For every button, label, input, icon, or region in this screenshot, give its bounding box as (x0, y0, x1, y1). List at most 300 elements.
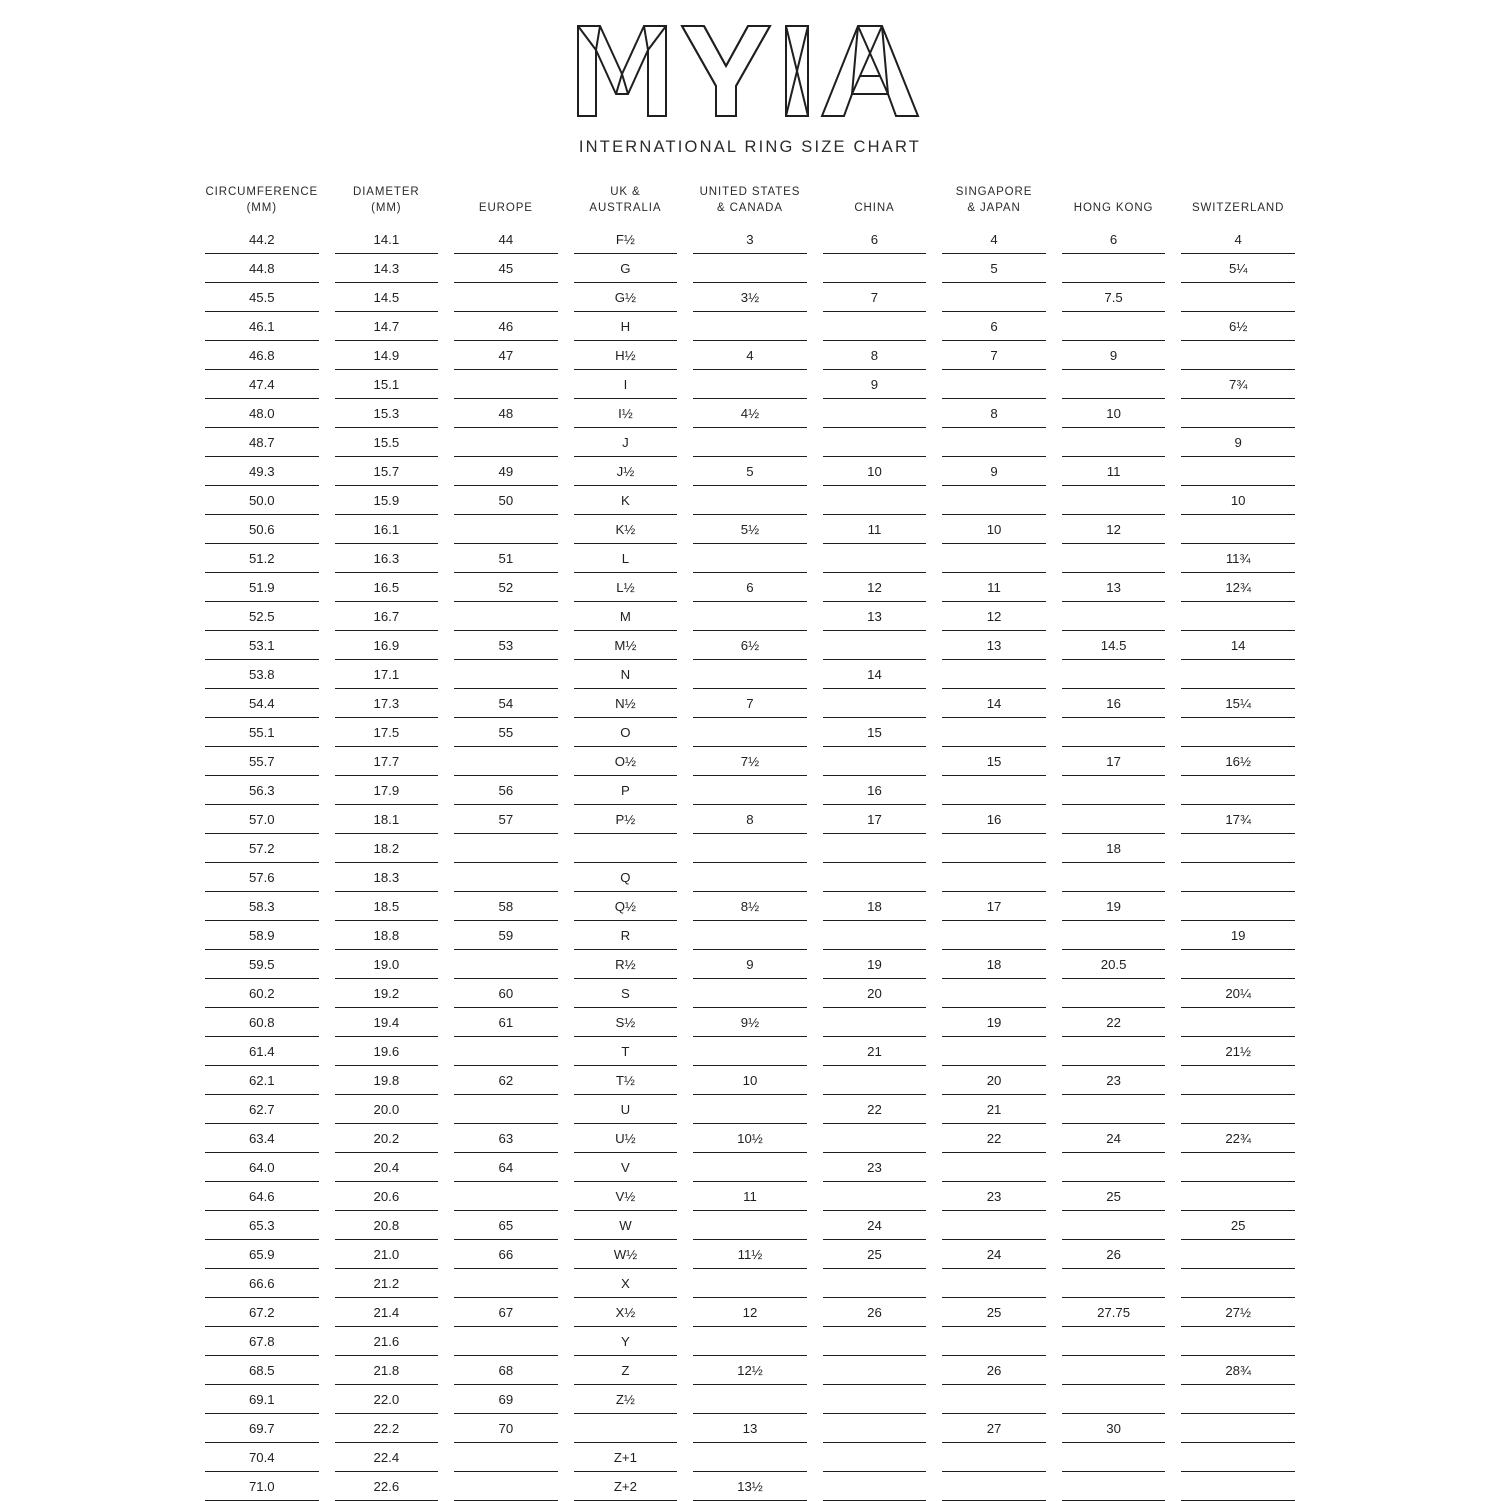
column-gap (677, 312, 693, 341)
column-gap (926, 1356, 942, 1385)
column-gap (1046, 1153, 1062, 1182)
column-gap (319, 225, 335, 254)
table-cell: 44 (454, 225, 558, 254)
column-gap (807, 1269, 823, 1298)
table-cell (942, 283, 1046, 312)
column-gap (1165, 1240, 1181, 1269)
column-gap (1046, 1298, 1062, 1327)
table-row (205, 1008, 1295, 1037)
table-cell: 14.7 (335, 312, 439, 341)
column-gap (438, 1037, 454, 1066)
column-gap (558, 718, 574, 747)
column-gap (1165, 689, 1181, 718)
table-row (205, 863, 1295, 892)
table-cell: 62 (454, 1066, 558, 1095)
table-cell: S (574, 979, 678, 1008)
table-cell (823, 1385, 927, 1414)
column-gap (677, 486, 693, 515)
ring-size-table (205, 185, 1295, 1501)
table-cell: 22.6 (335, 1472, 439, 1501)
column-gap (926, 834, 942, 863)
table-cell (823, 1414, 927, 1443)
column-gap (926, 689, 942, 718)
column-gap (1046, 1385, 1062, 1414)
column-gap (558, 544, 574, 573)
column-gap (438, 660, 454, 689)
header-line-1: EUROPE (478, 201, 533, 214)
table-cell (693, 718, 807, 747)
table-row (205, 689, 1295, 718)
column-gap (807, 892, 823, 921)
table-cell: 48 (454, 399, 558, 428)
column-gap (438, 515, 454, 544)
table-cell: 18 (1062, 834, 1166, 863)
table-cell (1181, 1472, 1295, 1501)
column-gap (807, 573, 823, 602)
column-gap (677, 185, 693, 225)
table-cell: U½ (574, 1124, 678, 1153)
table-cell: I½ (574, 399, 678, 428)
column-gap (807, 776, 823, 805)
column-gap (438, 1385, 454, 1414)
table-cell: W½ (574, 1240, 678, 1269)
table-cell: 9 (942, 457, 1046, 486)
column-gap (1046, 747, 1062, 776)
table-cell: 3½ (693, 283, 807, 312)
table-cell: 51 (454, 544, 558, 573)
table-cell (693, 1037, 807, 1066)
table-cell (942, 921, 1046, 950)
column-gap (319, 747, 335, 776)
table-row (205, 457, 1295, 486)
column-gap (319, 1037, 335, 1066)
column-gap (677, 776, 693, 805)
table-cell (823, 1327, 927, 1356)
column-gap (558, 1356, 574, 1385)
table-cell: 19.2 (335, 979, 439, 1008)
table-cell: 7 (823, 283, 927, 312)
column-gap (319, 312, 335, 341)
column-gap (1046, 834, 1062, 863)
table-cell (1062, 1269, 1166, 1298)
column-gap (1165, 1124, 1181, 1153)
table-cell: 69 (454, 1385, 558, 1414)
table-cell (942, 776, 1046, 805)
column-gap (558, 1269, 574, 1298)
table-cell: 19.6 (335, 1037, 439, 1066)
column-gap (1165, 1095, 1181, 1124)
column-gap (926, 805, 942, 834)
table-cell: 57.0 (205, 805, 319, 834)
table-row (205, 1066, 1295, 1095)
column-gap (807, 660, 823, 689)
table-cell: 63.4 (205, 1124, 319, 1153)
table-cell: 20¼ (1181, 979, 1295, 1008)
column-gap (926, 747, 942, 776)
column-gap (807, 1037, 823, 1066)
table-cell: 45.5 (205, 283, 319, 312)
table-cell: R (574, 921, 678, 950)
table-cell (693, 1385, 807, 1414)
column-gap (926, 457, 942, 486)
column-gap (677, 573, 693, 602)
table-cell: 20.8 (335, 1211, 439, 1240)
table-cell: 53.1 (205, 631, 319, 660)
column-gap (1046, 602, 1062, 631)
table-cell: 12 (942, 602, 1046, 631)
column-gap (1165, 428, 1181, 457)
table-cell: I (574, 370, 678, 399)
table-cell: 19.8 (335, 1066, 439, 1095)
column-gap (438, 776, 454, 805)
column-gap (807, 515, 823, 544)
header-line-2: AUSTRALIA (589, 201, 662, 214)
table-cell: Y (574, 1327, 678, 1356)
column-gap (677, 1414, 693, 1443)
table-cell: 3 (693, 225, 807, 254)
table-cell: 10 (1062, 399, 1166, 428)
table-cell: 67.8 (205, 1327, 319, 1356)
table-cell: 4 (693, 341, 807, 370)
table-cell (823, 1124, 927, 1153)
column-gap (807, 1385, 823, 1414)
table-cell: 16½ (1181, 747, 1295, 776)
table-cell (942, 863, 1046, 892)
table-cell (823, 834, 927, 863)
table-cell: 25 (1062, 1182, 1166, 1211)
table-cell: 59.5 (205, 950, 319, 979)
table-cell: 6½ (1181, 312, 1295, 341)
table-cell: 13 (693, 1414, 807, 1443)
table-cell: 7 (693, 689, 807, 718)
column-gap (319, 1269, 335, 1298)
column-gap (926, 573, 942, 602)
table-cell (1062, 805, 1166, 834)
table-cell (693, 660, 807, 689)
table-cell (1062, 776, 1166, 805)
column-gap (438, 1211, 454, 1240)
table-cell (454, 515, 558, 544)
table-cell: 23 (823, 1153, 927, 1182)
table-cell: 15 (942, 747, 1046, 776)
table-cell: 25 (1181, 1211, 1295, 1240)
table-cell: J½ (574, 457, 678, 486)
column-gap (438, 834, 454, 863)
column-gap (677, 1472, 693, 1501)
table-row (205, 312, 1295, 341)
column-gap (926, 631, 942, 660)
table-cell: 14 (823, 660, 927, 689)
column-gap (807, 747, 823, 776)
table-cell: M½ (574, 631, 678, 660)
table-row (205, 1153, 1295, 1182)
column-gap (558, 428, 574, 457)
column-header-singapore-japan (942, 185, 1046, 225)
table-cell: 55.7 (205, 747, 319, 776)
column-gap (319, 921, 335, 950)
table-cell (823, 1066, 927, 1095)
column-gap (926, 602, 942, 631)
column-gap (926, 185, 942, 225)
table-row (205, 1124, 1295, 1153)
column-gap (319, 1095, 335, 1124)
column-gap (1046, 660, 1062, 689)
table-cell (823, 1443, 927, 1472)
table-row (205, 1356, 1295, 1385)
table-cell: 17¾ (1181, 805, 1295, 834)
table-cell: 63 (454, 1124, 558, 1153)
table-cell: 66 (454, 1240, 558, 1269)
table-header-row (205, 185, 1295, 225)
column-gap (558, 950, 574, 979)
table-cell: K½ (574, 515, 678, 544)
table-cell (942, 1211, 1046, 1240)
table-cell: 24 (823, 1211, 927, 1240)
column-gap (319, 834, 335, 863)
column-gap (807, 1008, 823, 1037)
column-gap (677, 225, 693, 254)
column-gap (807, 1211, 823, 1240)
column-gap (677, 1066, 693, 1095)
table-cell: 22.2 (335, 1414, 439, 1443)
table-cell: 14.3 (335, 254, 439, 283)
table-cell: 22 (1062, 1008, 1166, 1037)
column-gap (677, 718, 693, 747)
table-cell (693, 602, 807, 631)
table-cell (1062, 486, 1166, 515)
table-header (205, 185, 1295, 225)
table-cell: 10½ (693, 1124, 807, 1153)
table-cell: 8 (823, 341, 927, 370)
table-cell (942, 428, 1046, 457)
table-cell: O½ (574, 747, 678, 776)
column-gap (677, 544, 693, 573)
column-gap (926, 283, 942, 312)
column-gap (1165, 573, 1181, 602)
table-cell (1062, 979, 1166, 1008)
table-cell: 60 (454, 979, 558, 1008)
column-gap (1165, 1211, 1181, 1240)
column-gap (558, 185, 574, 225)
table-cell (1062, 1095, 1166, 1124)
table-cell: 17.5 (335, 718, 439, 747)
table-cell (1181, 950, 1295, 979)
column-gap (558, 1124, 574, 1153)
table-cell (1181, 1182, 1295, 1211)
table-cell: 5¼ (1181, 254, 1295, 283)
table-cell: 70.4 (205, 1443, 319, 1472)
table-cell: Z½ (574, 1385, 678, 1414)
column-gap (677, 254, 693, 283)
table-cell: Q½ (574, 892, 678, 921)
table-cell: 14.5 (1062, 631, 1166, 660)
column-gap (926, 1269, 942, 1298)
column-gap (438, 631, 454, 660)
column-gap (1165, 225, 1181, 254)
table-row (205, 428, 1295, 457)
column-gap (558, 1211, 574, 1240)
table-cell (1181, 776, 1295, 805)
table-cell: 54.4 (205, 689, 319, 718)
column-gap (319, 1182, 335, 1211)
column-gap (677, 370, 693, 399)
column-gap (438, 1008, 454, 1037)
table-cell: 24 (942, 1240, 1046, 1269)
column-gap (807, 486, 823, 515)
column-gap (807, 1182, 823, 1211)
table-cell: 20 (823, 979, 927, 1008)
table-cell: 21.4 (335, 1298, 439, 1327)
table-cell: J (574, 428, 678, 457)
column-gap (558, 457, 574, 486)
column-gap (1046, 1066, 1062, 1095)
column-gap (319, 1414, 335, 1443)
column-gap (558, 225, 574, 254)
table-body (205, 225, 1295, 1501)
column-gap (1165, 312, 1181, 341)
table-cell: 50.6 (205, 515, 319, 544)
column-gap (1165, 660, 1181, 689)
table-cell (942, 718, 1046, 747)
column-gap (677, 283, 693, 312)
column-gap (319, 1298, 335, 1327)
table-cell (1181, 834, 1295, 863)
column-gap (558, 602, 574, 631)
column-gap (677, 1153, 693, 1182)
column-gap (319, 1008, 335, 1037)
table-cell (454, 1182, 558, 1211)
column-gap (1165, 283, 1181, 312)
column-gap (926, 950, 942, 979)
column-gap (438, 1414, 454, 1443)
column-gap (677, 1269, 693, 1298)
table-row (205, 834, 1295, 863)
column-gap (438, 254, 454, 283)
column-gap (807, 283, 823, 312)
table-row (205, 1414, 1295, 1443)
column-gap (438, 950, 454, 979)
table-cell: 20.4 (335, 1153, 439, 1182)
table-cell (823, 631, 927, 660)
table-cell: 21.2 (335, 1269, 439, 1298)
table-row (205, 921, 1295, 950)
table-cell (454, 283, 558, 312)
table-cell (823, 544, 927, 573)
header-line-1: UK & (610, 186, 641, 198)
table-cell (823, 486, 927, 515)
table-cell (823, 1008, 927, 1037)
size-chart-container (205, 185, 1295, 1501)
column-gap (926, 1327, 942, 1356)
column-gap (807, 1356, 823, 1385)
column-gap (677, 515, 693, 544)
table-cell (693, 1443, 807, 1472)
column-gap (558, 1414, 574, 1443)
table-cell: 20.2 (335, 1124, 439, 1153)
table-cell: 21.8 (335, 1356, 439, 1385)
column-gap (1165, 486, 1181, 515)
table-cell: 21½ (1181, 1037, 1295, 1066)
column-gap (1046, 399, 1062, 428)
column-gap (807, 185, 823, 225)
table-row (205, 805, 1295, 834)
column-gap (319, 718, 335, 747)
table-cell: 60.2 (205, 979, 319, 1008)
table-cell (693, 544, 807, 573)
table-cell: 55.1 (205, 718, 319, 747)
column-gap (807, 1153, 823, 1182)
table-cell: 19.0 (335, 950, 439, 979)
table-cell: 58.3 (205, 892, 319, 921)
column-gap (926, 370, 942, 399)
table-cell: 9 (693, 950, 807, 979)
column-gap (807, 1240, 823, 1269)
column-gap (807, 1066, 823, 1095)
column-gap (1046, 1211, 1062, 1240)
column-gap (319, 428, 335, 457)
table-cell (942, 1472, 1046, 1501)
table-cell: 17 (942, 892, 1046, 921)
table-cell: 6 (693, 573, 807, 602)
column-gap (438, 428, 454, 457)
brand-logo-container (0, 0, 1500, 126)
column-gap (926, 1211, 942, 1240)
table-cell: 18 (823, 892, 927, 921)
table-cell: 11 (823, 515, 927, 544)
table-cell (454, 747, 558, 776)
table-cell (693, 921, 807, 950)
table-cell (1181, 457, 1295, 486)
table-row (205, 1182, 1295, 1211)
column-gap (319, 892, 335, 921)
table-cell: L (574, 544, 678, 573)
column-gap (1165, 1414, 1181, 1443)
table-cell: 69.1 (205, 1385, 319, 1414)
column-gap (807, 370, 823, 399)
column-gap (807, 1095, 823, 1124)
table-cell (1181, 1414, 1295, 1443)
column-gap (807, 834, 823, 863)
table-cell (823, 921, 927, 950)
column-gap (558, 573, 574, 602)
table-cell: 10 (1181, 486, 1295, 515)
column-gap (807, 254, 823, 283)
table-cell (693, 1269, 807, 1298)
table-row (205, 341, 1295, 370)
table-cell: 6 (942, 312, 1046, 341)
column-gap (926, 1385, 942, 1414)
column-gap (1046, 1443, 1062, 1472)
column-gap (319, 185, 335, 225)
table-cell: 49 (454, 457, 558, 486)
table-cell: 7½ (693, 747, 807, 776)
table-cell: N (574, 660, 678, 689)
table-row (205, 1211, 1295, 1240)
table-row (205, 776, 1295, 805)
column-header-united-states-canada (693, 185, 807, 225)
table-cell: 70 (454, 1414, 558, 1443)
column-gap (319, 602, 335, 631)
column-gap (319, 457, 335, 486)
column-gap (926, 892, 942, 921)
table-cell: 5 (693, 457, 807, 486)
table-cell: 46 (454, 312, 558, 341)
table-row (205, 1472, 1295, 1501)
table-cell: 10 (823, 457, 927, 486)
table-cell: 16.7 (335, 602, 439, 631)
table-cell: X (574, 1269, 678, 1298)
table-cell (693, 370, 807, 399)
